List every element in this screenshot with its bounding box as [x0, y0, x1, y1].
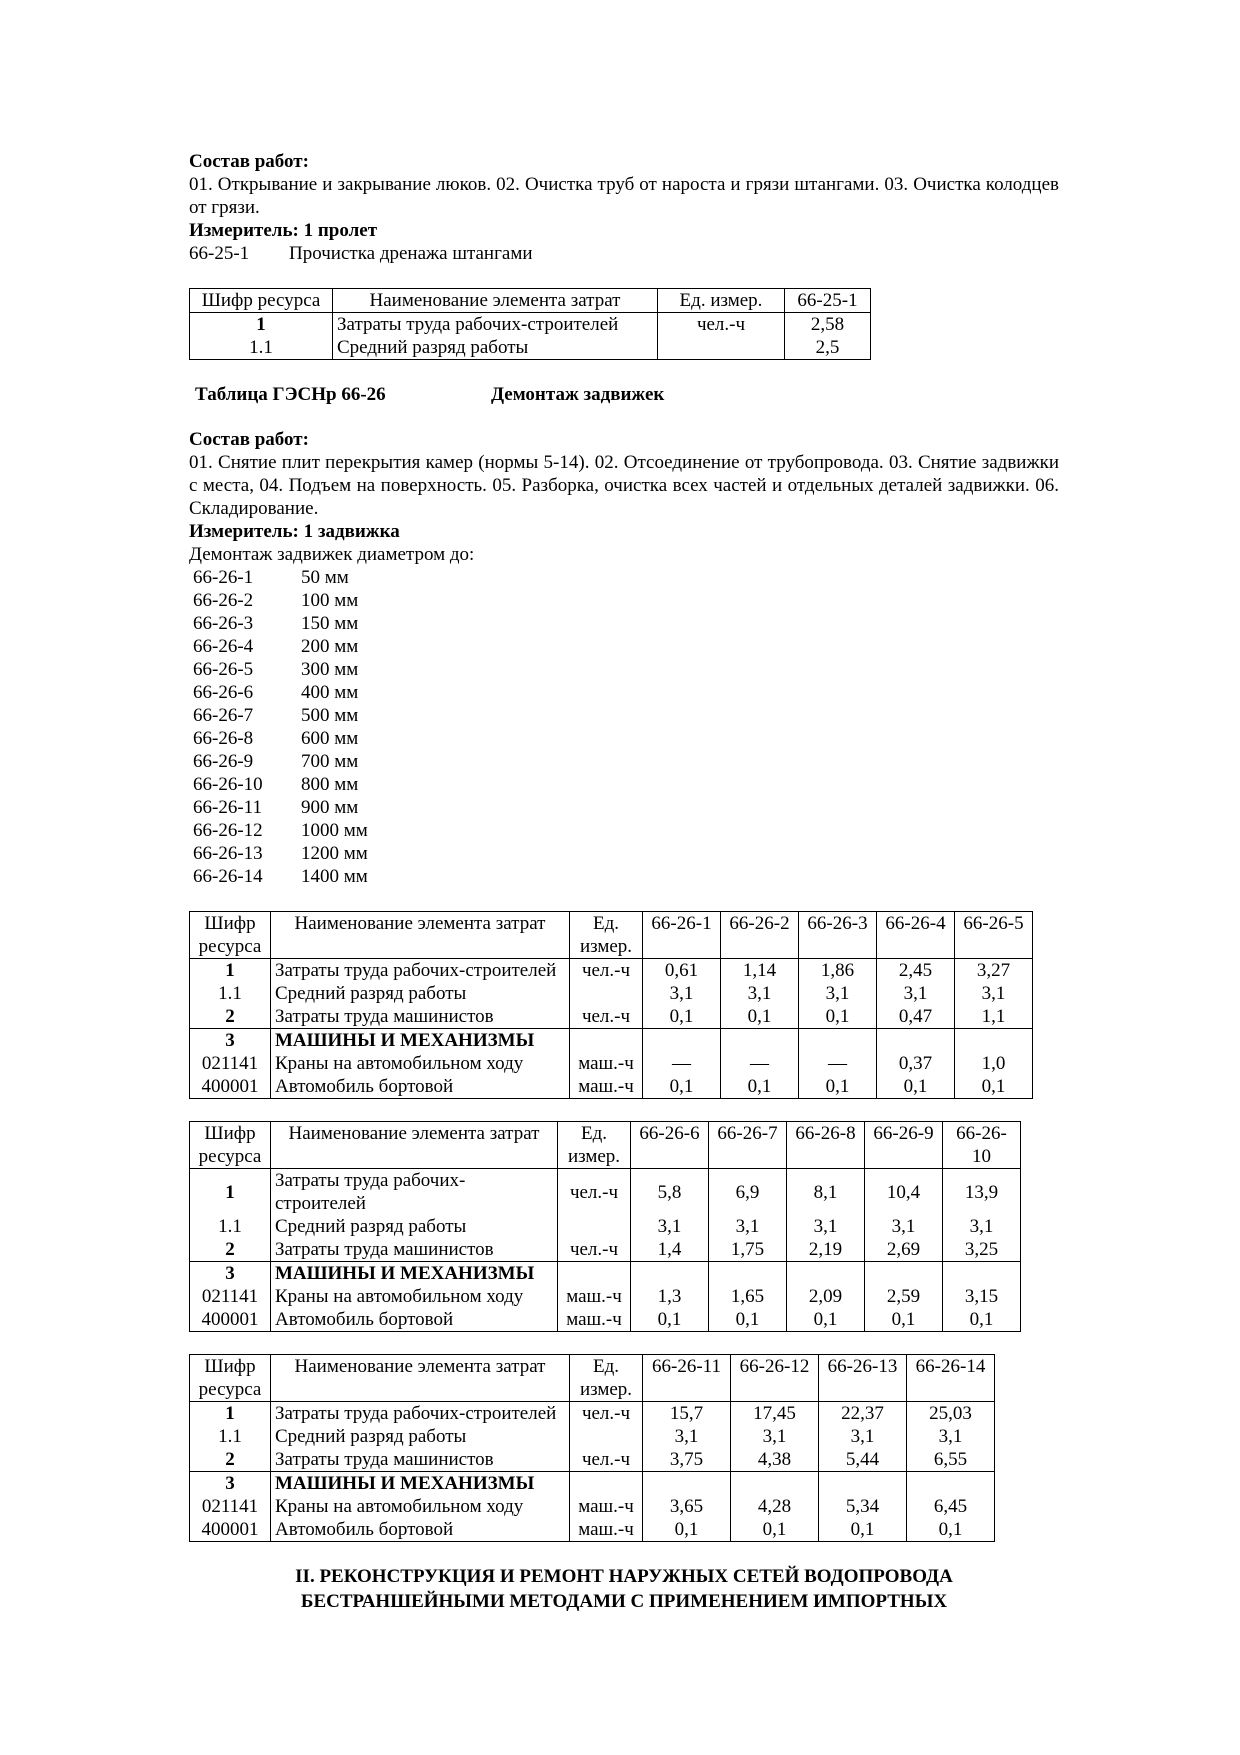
resource-value	[731, 1472, 819, 1496]
resource-value: 25,03	[907, 1402, 995, 1426]
table-header-row	[190, 912, 1033, 959]
header-unit	[558, 1122, 631, 1169]
resource-value: 0,1	[721, 1075, 799, 1099]
resource-name: Средний разряд работы	[271, 982, 570, 1005]
list-intro: Демонтаж задвижек диаметром до:	[189, 544, 475, 565]
resource-value: 10,4	[865, 1169, 943, 1216]
table-row	[190, 959, 1033, 983]
resource-value	[709, 1262, 787, 1286]
header-norm-code	[643, 1355, 731, 1402]
norm-diameter: 1000 мм	[301, 820, 368, 841]
header-unit	[570, 1355, 643, 1402]
resource-value: 1,75	[709, 1238, 787, 1262]
resource-code: 3	[190, 1472, 271, 1496]
norm-code: 66-26-11	[193, 797, 262, 818]
resource-value: 0,1	[643, 1518, 731, 1542]
resource-value: 1,86	[799, 959, 877, 983]
resource-name: Затраты труда машинистов	[271, 1238, 558, 1262]
resource-value: 13,9	[943, 1169, 1021, 1216]
resource-value: 17,45	[731, 1402, 819, 1426]
header-element-name-line: Наименование элемента затрат	[294, 1356, 546, 1377]
resource-value: 6,55	[907, 1448, 995, 1472]
sostav-label: Состав работ:	[189, 151, 309, 172]
resource-name: Краны на автомобильном ходу	[271, 1495, 570, 1518]
header-norm-code-line: 66-26-10	[956, 1123, 1007, 1167]
resource-value: 2,45	[877, 959, 955, 983]
resource-table-1	[189, 911, 1033, 1099]
resource-value: 0,1	[877, 1075, 955, 1099]
izmeritel-label: Измеритель: 1 пролет	[189, 220, 378, 241]
resource-code: 400001	[190, 1308, 271, 1332]
resource-value: 0,1	[709, 1308, 787, 1332]
resource-value: 0,1	[721, 1005, 799, 1029]
table-row	[190, 1005, 1033, 1029]
resource-value: 3,25	[943, 1238, 1021, 1262]
resource-unit	[570, 1472, 643, 1496]
header-unit-line: измер.	[579, 1379, 633, 1400]
norm-diameter: 1200 мм	[301, 843, 368, 864]
norm-diameter: 150 мм	[301, 613, 359, 634]
resource-name: Затраты труда рабочих-строителей	[333, 313, 658, 337]
header-unit-line: измер.	[579, 936, 633, 957]
norm-code: 66-26-7	[193, 705, 254, 726]
resource-unit: маш.-ч	[558, 1285, 631, 1308]
resource-unit: чел.-ч	[558, 1169, 631, 1216]
norm-diameter: 900 мм	[301, 797, 359, 818]
header-norm-code-line: 66-26-7	[717, 1123, 778, 1144]
list-item	[189, 727, 1059, 750]
resource-value: 22,37	[819, 1402, 907, 1426]
header-norm-code	[865, 1122, 943, 1169]
resource-code: 021141	[190, 1285, 271, 1308]
resource-value: 0,1	[643, 1075, 721, 1099]
resource-value: 5,34	[819, 1495, 907, 1518]
resource-value: 0,1	[907, 1518, 995, 1542]
resource-name: Автомобиль бортовой	[271, 1075, 570, 1099]
table-row	[190, 1262, 1021, 1286]
table-row	[190, 313, 871, 337]
resource-value: 0,1	[819, 1518, 907, 1542]
resource-tables-66-26	[189, 911, 1059, 1542]
table-row	[190, 1169, 1021, 1216]
table-row	[190, 336, 871, 360]
resource-unit: маш.-ч	[570, 1075, 643, 1099]
header-unit-line: измер.	[567, 1146, 621, 1167]
table-row	[190, 1238, 1021, 1262]
norm-code: 66-26-8	[193, 728, 254, 749]
header-norm-code-line: 66-26-1	[651, 913, 712, 934]
header-resource-code-line: ресурса	[198, 936, 262, 957]
resource-code: 1.1	[190, 982, 271, 1005]
resource-value: —	[643, 1052, 721, 1075]
list-item	[189, 612, 1059, 635]
resource-value: 6,45	[907, 1495, 995, 1518]
list-item	[189, 819, 1059, 842]
norm-diameter: 700 мм	[301, 751, 359, 772]
resource-name: МАШИНЫ И МЕХАНИЗМЫ	[271, 1472, 570, 1496]
resource-value: 3,1	[643, 982, 721, 1005]
header-unit-line: Ед.	[592, 913, 620, 934]
header-element-name	[271, 1122, 558, 1169]
list-item	[189, 842, 1059, 865]
izmeritel-label: Измеритель: 1 задвижка	[189, 521, 400, 542]
header-norm-code	[819, 1355, 907, 1402]
header-norm-code	[631, 1122, 709, 1169]
list-item	[189, 681, 1059, 704]
header-norm-code	[907, 1355, 995, 1402]
header-norm-code	[787, 1122, 865, 1169]
table-title-66-26	[189, 384, 1059, 406]
header-unit	[570, 912, 643, 959]
header-resource-code-line: ресурса	[198, 1146, 262, 1167]
resource-value: 3,1	[955, 982, 1033, 1005]
resource-value: 3,27	[955, 959, 1033, 983]
norm-code: 66-26-9	[193, 751, 254, 772]
header-norm-code	[731, 1355, 819, 1402]
header-resource-code-line: Шифр	[204, 1356, 256, 1377]
resource-value: 1,4	[631, 1238, 709, 1262]
table-row	[190, 1285, 1021, 1308]
resource-value: 3,1	[643, 1425, 731, 1448]
header-element-name-line: Наименование элемента затрат	[294, 913, 546, 934]
header-norm-code	[955, 912, 1033, 959]
resource-value: 0,1	[799, 1075, 877, 1099]
resource-value: 3,1	[721, 982, 799, 1005]
resource-unit: маш.-ч	[570, 1518, 643, 1542]
resource-unit	[570, 1029, 643, 1053]
resource-value: 2,09	[787, 1285, 865, 1308]
header-norm-code-line: 66-26-4	[885, 913, 946, 934]
resource-value: 0,1	[955, 1075, 1033, 1099]
norm-code: 66-26-5	[193, 659, 254, 680]
resource-unit	[658, 336, 785, 360]
table-header-row	[190, 1122, 1021, 1169]
resource-value: 3,1	[731, 1425, 819, 1448]
header-unit-line: Ед.	[580, 1123, 608, 1144]
header-norm-code	[709, 1122, 787, 1169]
norm-diameter: 500 мм	[301, 705, 359, 726]
resource-name: Затраты труда рабочих-строителей	[271, 1169, 558, 1216]
norm-diameter: 300 мм	[301, 659, 359, 680]
resource-value: —	[721, 1052, 799, 1075]
header-element-name-line: Наименование элемента затрат	[288, 1123, 540, 1144]
table-header-row	[190, 289, 871, 313]
header-resource-code	[190, 1355, 271, 1402]
resource-name: Средний разряд работы	[271, 1425, 570, 1448]
norm-diameter: 100 мм	[301, 590, 359, 611]
part-66-25	[189, 150, 1059, 265]
resource-value	[787, 1262, 865, 1286]
header-unit-line: Ед.	[592, 1356, 620, 1377]
list-item	[189, 773, 1059, 796]
resource-code: 1	[190, 959, 271, 983]
resource-value: 2,5	[785, 336, 871, 360]
header-cell: Шифр ресурса	[190, 289, 333, 313]
resource-value: 4,28	[731, 1495, 819, 1518]
resource-name: МАШИНЫ И МЕХАНИЗМЫ	[271, 1262, 558, 1286]
header-resource-code-line: Шифр	[204, 913, 256, 934]
resource-code: 1.1	[190, 336, 333, 360]
resource-unit: чел.-ч	[558, 1238, 631, 1262]
resource-value	[721, 1029, 799, 1053]
resource-name: Затраты труда рабочих-строителей	[271, 1402, 570, 1426]
resource-value: —	[799, 1052, 877, 1075]
section-heading	[189, 1564, 1059, 1614]
resource-value	[643, 1029, 721, 1053]
resource-code: 2	[190, 1005, 271, 1029]
resource-value: 0,1	[799, 1005, 877, 1029]
header-norm-code-line: 66-26-5	[963, 913, 1024, 934]
part-66-26	[189, 428, 1059, 888]
list-item	[189, 589, 1059, 612]
header-norm-code-line: 66-26-3	[807, 913, 868, 934]
resource-code: 1.1	[190, 1215, 271, 1238]
norm-code: 66-26-10	[193, 774, 263, 795]
norm-diameter: 800 мм	[301, 774, 359, 795]
resource-name: Средний разряд работы	[271, 1215, 558, 1238]
resource-unit: чел.-ч	[570, 1005, 643, 1029]
resource-value: 3,1	[709, 1215, 787, 1238]
list-item	[189, 796, 1059, 819]
resource-value: 5,8	[631, 1169, 709, 1216]
resource-value: 3,65	[643, 1495, 731, 1518]
list-item	[189, 566, 1059, 589]
header-norm-code	[877, 912, 955, 959]
resource-code: 3	[190, 1262, 271, 1286]
norm-diameter: 400 мм	[301, 682, 359, 703]
header-norm-code	[799, 912, 877, 959]
norm-diameter: 1400 мм	[301, 866, 368, 887]
header-norm-code-line: 66-26-2	[729, 913, 790, 934]
resource-value: 4,38	[731, 1448, 819, 1472]
resource-name: Автомобиль бортовой	[271, 1308, 558, 1332]
resource-code: 021141	[190, 1052, 271, 1075]
norm-diameter: 200 мм	[301, 636, 359, 657]
table-title: Таблица ГЭСНр 66-26	[195, 384, 386, 405]
resource-unit: маш.-ч	[558, 1308, 631, 1332]
resource-code: 3	[190, 1029, 271, 1053]
resource-value	[907, 1472, 995, 1496]
resource-code: 1	[190, 1402, 271, 1426]
table-row	[190, 1308, 1021, 1332]
resource-value: 0,1	[631, 1308, 709, 1332]
resource-value: 0,1	[865, 1308, 943, 1332]
resource-name: МАШИНЫ И МЕХАНИЗМЫ	[271, 1029, 570, 1053]
resource-value: 0,37	[877, 1052, 955, 1075]
resource-code: 1	[190, 1169, 271, 1216]
header-norm-code	[643, 912, 721, 959]
norm-code-row	[189, 242, 1059, 265]
resource-value: 0,1	[787, 1308, 865, 1332]
resource-unit	[558, 1215, 631, 1238]
resource-unit: чел.-ч	[658, 313, 785, 337]
header-resource-code	[190, 912, 271, 959]
table-row	[190, 1029, 1033, 1053]
resource-value: 1,0	[955, 1052, 1033, 1075]
resource-unit	[570, 982, 643, 1005]
norm-diameter: 50 мм	[301, 567, 349, 588]
resource-value: 3,1	[943, 1215, 1021, 1238]
norm-code: 66-26-3	[193, 613, 254, 634]
header-resource-code	[190, 1122, 271, 1169]
header-norm-code-line: 66-26-13	[827, 1356, 898, 1377]
resource-code: 2	[190, 1238, 271, 1262]
resource-table-66-25	[189, 288, 871, 360]
resource-value: 1,3	[631, 1285, 709, 1308]
resource-value: 2,58	[785, 313, 871, 337]
header-norm-code	[721, 912, 799, 959]
resource-value: 2,69	[865, 1238, 943, 1262]
resource-value	[819, 1472, 907, 1496]
resource-value: 3,75	[643, 1448, 731, 1472]
resource-name: Затраты труда машинистов	[271, 1005, 570, 1029]
resource-unit: чел.-ч	[570, 1402, 643, 1426]
resource-value: 2,19	[787, 1238, 865, 1262]
resource-code: 400001	[190, 1518, 271, 1542]
norm-diameter: 600 мм	[301, 728, 359, 749]
norm-code: 66-26-12	[193, 820, 263, 841]
table-row	[190, 982, 1033, 1005]
header-norm-code	[943, 1122, 1021, 1169]
resource-value: 6,9	[709, 1169, 787, 1216]
resource-value: 5,44	[819, 1448, 907, 1472]
sostav-text: 01. Снятие плит перекрытия камер (нормы 5-14). 02. Отсоединение от трубопровода. 03. Снятие задвижки с места, 04. Подъем на поверхность. 05. Разборка, очистка всех частей и отдельных деталей задвижки. 06. Складирование.	[189, 452, 1059, 519]
resource-value: 1,1	[955, 1005, 1033, 1029]
header-norm-code-line: 66-26-6	[639, 1123, 700, 1144]
resource-value	[799, 1029, 877, 1053]
resource-name: Затраты труда рабочих-строителей	[271, 959, 570, 983]
resource-unit	[570, 1425, 643, 1448]
resource-value	[643, 1472, 731, 1496]
resource-value: 8,1	[787, 1169, 865, 1216]
norm-code: 66-26-1	[193, 567, 254, 588]
resource-name: Краны на автомобильном ходу	[271, 1052, 570, 1075]
resource-value: 0,1	[643, 1005, 721, 1029]
resource-unit: чел.-ч	[570, 1448, 643, 1472]
resource-value: 1,14	[721, 959, 799, 983]
resource-value: 1,65	[709, 1285, 787, 1308]
header-norm-code-line: 66-26-14	[915, 1356, 986, 1377]
norm-code: 66-26-14	[193, 866, 263, 887]
table-row	[190, 1448, 995, 1472]
resource-value: 3,1	[787, 1215, 865, 1238]
resource-value	[877, 1029, 955, 1053]
resource-value: 3,1	[799, 982, 877, 1005]
resource-code: 400001	[190, 1075, 271, 1099]
resource-name: Краны на автомобильном ходу	[271, 1285, 558, 1308]
norm-description: Прочистка дренажа штангами	[289, 243, 533, 264]
resource-value: 3,1	[865, 1215, 943, 1238]
resource-value: 0,47	[877, 1005, 955, 1029]
resource-value: 2,59	[865, 1285, 943, 1308]
resource-value: 3,1	[907, 1425, 995, 1448]
resource-code: 2	[190, 1448, 271, 1472]
table-row	[190, 1075, 1033, 1099]
table-row	[190, 1215, 1021, 1238]
norm-code: 66-26-4	[193, 636, 254, 657]
header-norm-code-line: 66-26-11	[652, 1356, 721, 1377]
table-subject: Демонтаж задвижек	[491, 384, 665, 405]
resource-name: Средний разряд работы	[333, 336, 658, 360]
resource-name: Затраты труда машинистов	[271, 1448, 570, 1472]
resource-table-3	[189, 1354, 995, 1542]
resource-value	[955, 1029, 1033, 1053]
resource-value: 15,7	[643, 1402, 731, 1426]
list-item	[189, 704, 1059, 727]
table-row	[190, 1052, 1033, 1075]
resource-code: 021141	[190, 1495, 271, 1518]
norm-list	[189, 566, 1059, 888]
list-item	[189, 750, 1059, 773]
resource-unit: чел.-ч	[570, 959, 643, 983]
resource-value: 0,61	[643, 959, 721, 983]
resource-unit: маш.-ч	[570, 1052, 643, 1075]
table-row	[190, 1425, 995, 1448]
header-norm-code-line: 66-26-12	[739, 1356, 810, 1377]
norm-code: 66-26-2	[193, 590, 254, 611]
table-row	[190, 1518, 995, 1542]
resource-name: Автомобиль бортовой	[271, 1518, 570, 1542]
header-resource-code-line: ресурса	[198, 1379, 262, 1400]
table-row	[190, 1495, 995, 1518]
section-title-line: II. РЕКОНСТРУКЦИЯ И РЕМОНТ НАРУЖНЫХ СЕТЕЙ ВОДОПРОВОДА	[295, 1566, 953, 1587]
resource-value: 0,1	[943, 1308, 1021, 1332]
table-row	[190, 1402, 995, 1426]
list-item	[189, 635, 1059, 658]
list-item	[189, 865, 1059, 888]
header-element-name	[271, 1355, 570, 1402]
resource-unit	[558, 1262, 631, 1286]
resource-unit: маш.-ч	[570, 1495, 643, 1518]
resource-value: 0,1	[731, 1518, 819, 1542]
norm-code: 66-25-1	[189, 243, 250, 264]
header-element-name	[271, 912, 570, 959]
list-item	[189, 658, 1059, 681]
sostav-text: 01. Открывание и закрывание люков. 02. Очистка труб от нароста и грязи штангами. 03. Очистка колодцев от грязи.	[189, 174, 1059, 218]
resource-value	[631, 1262, 709, 1286]
resource-code: 1	[190, 313, 333, 337]
table-header-row	[190, 1355, 995, 1402]
sostav-label: Состав работ:	[189, 429, 309, 450]
header-norm-code-line: 66-26-9	[873, 1123, 934, 1144]
norm-code: 66-26-13	[193, 843, 263, 864]
resource-value: 3,1	[819, 1425, 907, 1448]
resource-value	[865, 1262, 943, 1286]
header-cell: Ед. измер.	[658, 289, 785, 313]
table-row	[190, 1472, 995, 1496]
resource-code: 1.1	[190, 1425, 271, 1448]
header-norm-code-line: 66-26-8	[795, 1123, 856, 1144]
resource-table-2	[189, 1121, 1021, 1332]
header-cell: 66-25-1	[785, 289, 871, 313]
header-resource-code-line: Шифр	[204, 1123, 256, 1144]
resource-value	[943, 1262, 1021, 1286]
document-page	[189, 150, 1059, 1614]
header-cell: Наименование элемента затрат	[333, 289, 658, 313]
norm-code: 66-26-6	[193, 682, 254, 703]
resource-value: 3,15	[943, 1285, 1021, 1308]
section-title-line: БЕСТРАНШЕЙНЫМИ МЕТОДАМИ С ПРИМЕНЕНИЕМ ИМПОРТНЫХ	[300, 1591, 948, 1612]
resource-value: 3,1	[631, 1215, 709, 1238]
resource-value: 3,1	[877, 982, 955, 1005]
